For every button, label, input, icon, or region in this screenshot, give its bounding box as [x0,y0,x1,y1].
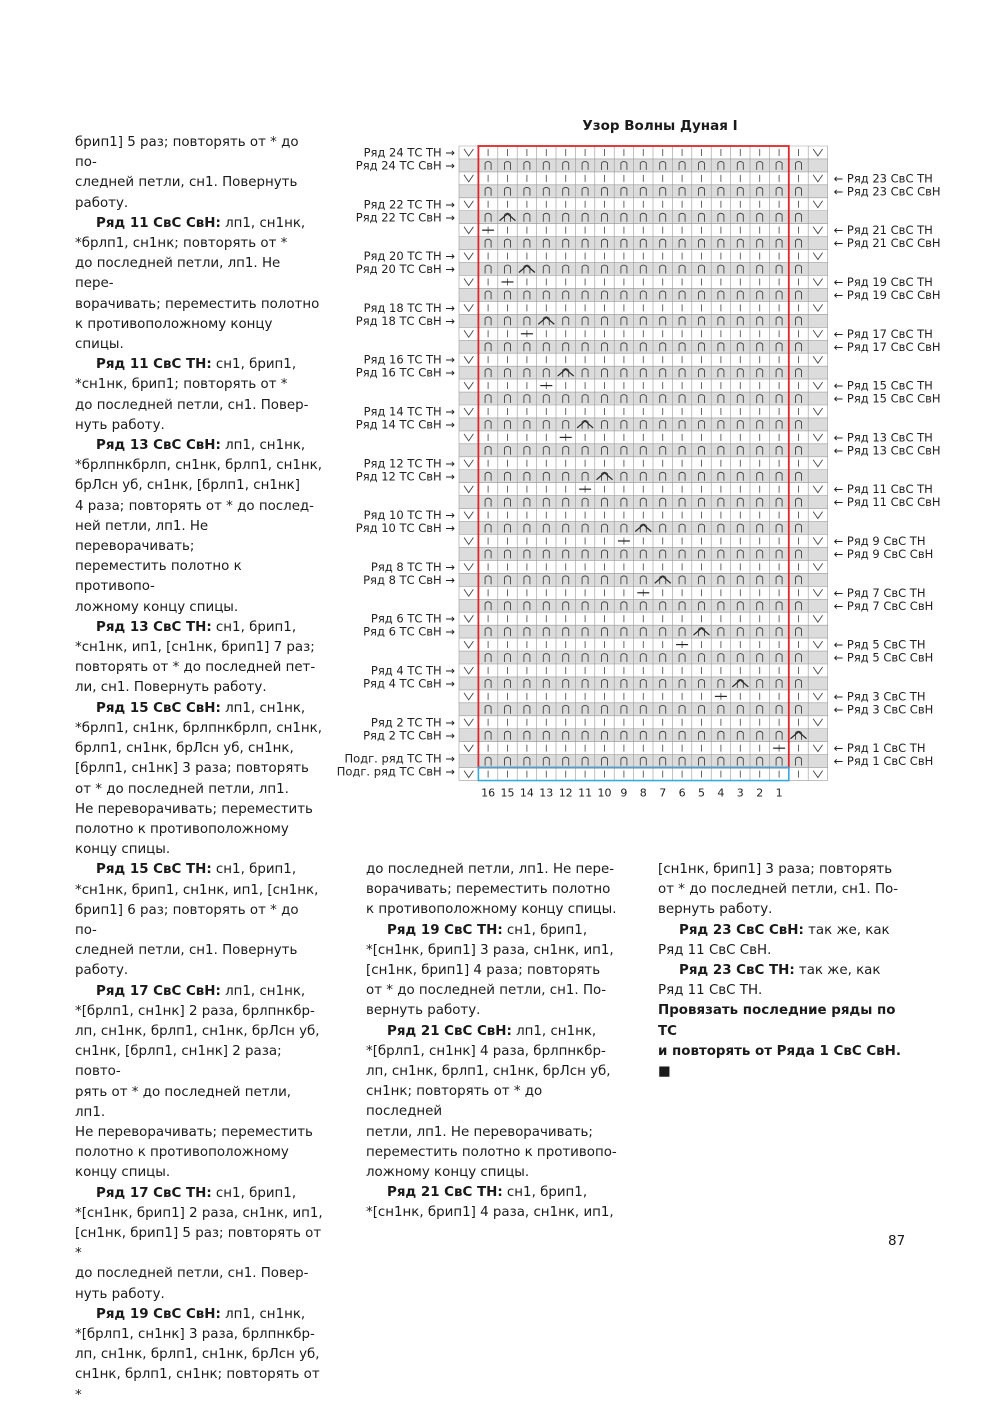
text-line [75,517,323,557]
line-text: концу спицы. [75,1165,171,1181]
line-text: брЛсн уб, сн1нк, [брлп1, сн1нк] [75,478,300,494]
row-label-left: Ряд 2 ТС ТН → [370,715,455,730]
text-line [366,921,618,941]
line-text: ложному концу спицы. [75,599,239,615]
line-text: от * до последней петли, сн1. По- [366,983,607,999]
text-line [366,1203,618,1223]
text-line [366,900,618,920]
line-text: *[брлп1, сн1нк] 4 раза, брлпнкбр- [366,1043,606,1059]
text-line [75,901,323,941]
row-heading: Ряд 21 СвС ТН: [387,1185,503,1201]
row-label-left: Ряд 18 ТС СвН → [355,313,455,328]
text-line [75,1365,323,1405]
text-line [366,880,618,900]
text-column-left [75,133,323,1406]
row-label-right: ← Ряд 3 СвС СвН [833,702,934,717]
text-line [75,1022,323,1042]
row-label-right: ← Ряд 17 СвС ТН [833,326,933,341]
text-line [658,900,910,920]
line-text: лп1, сн1нк, [220,215,306,231]
text-line [75,315,323,355]
text-line [75,234,323,254]
line-text: сн1нк; повторять от * до последней [366,1084,543,1120]
row-label-right: ← Ряд 1 СвС СвН [833,754,934,769]
row-label-left: Ряд 22 ТС ТН → [363,197,455,212]
chart-row [459,288,828,301]
row-label-left: Ряд 20 ТС СвН → [355,262,455,277]
column-number: 2 [756,786,764,800]
row-label-right: ← Ряд 19 СвС ТН [833,275,933,289]
column-number: 16 [481,786,496,800]
text-line [658,860,910,880]
text-line [366,941,618,961]
text-line [658,1001,910,1041]
line-text: лп1, сн1нк, [220,1306,306,1322]
row-label-right: ← Ряд 13 СвС СвН [833,443,941,458]
chart-row [459,729,828,742]
line-text: [сн1нк, брип1] 5 раз; повторять от * [75,1225,322,1262]
column-number: 10 [597,786,612,800]
text-line [75,254,323,294]
line-text: ней петли, лп1. Не переворачивать; [75,518,209,555]
row-label-right: ← Ряд 3 СвС ТН [833,689,926,704]
row-label-right: ← Ряд 15 СвС ТН [833,378,933,393]
line-text: нуть работу. [75,417,165,433]
text-line [75,881,323,901]
chart-row [459,263,828,276]
text-line [75,658,323,678]
line-text: до последней петли, лп1. Не пере- [366,862,615,877]
row-label-right: ← Ряд 9 СвС СвН [833,546,934,561]
page-number: 87 [888,1233,906,1249]
line-text: *брлп1, сн1нк; повторять от * [75,236,288,252]
row-heading: Ряд 17 СвС ТН: [96,1185,212,1201]
row-heading: Ряд 23 СвС ТН: [679,963,795,979]
row-label-right: ← Ряд 7 СвС ТН [833,585,926,600]
chart-row [459,547,828,560]
line-text: так же, как [794,963,881,979]
line-text: лп, сн1нк, брлп1, сн1нк, брЛсн уб, [75,1023,320,1039]
row-heading: Ряд 21 СвС СвН: [387,1023,512,1039]
text-line [75,1345,323,1365]
row-label-left: Ряд 20 ТС ТН → [363,249,455,264]
chart-row [459,470,828,483]
line-text: к противоположному концу спицы. [75,316,273,353]
text-line [75,497,323,517]
row-label-right: ← Ряд 9 СвС ТН [833,534,926,548]
line-text: полотно к противоположному [75,821,289,837]
line-text: до последней петли, лп1. Не пере- [75,256,281,292]
column-number: 3 [736,786,744,800]
row-label-right: ← Ряд 21 СвС СвН [833,236,941,251]
chart-row [459,211,828,224]
row-heading: Ряд 17 СвС СвН: [96,983,221,999]
row-label-left: Подг. ряд ТС ТН → [344,751,455,766]
text-line [75,173,323,193]
row-label-right: ← Ряд 1 СвС ТН [833,741,926,756]
text-line [75,1204,323,1224]
text-line [366,1183,618,1203]
text-line [75,860,323,880]
text-line [366,1123,618,1143]
column-number: 5 [698,786,705,800]
chart-row [459,651,828,664]
line-text: работу. [75,195,129,211]
text-line [75,1083,323,1123]
text-line [75,1264,323,1284]
line-text: до последней петли, сн1. Повер- [75,1266,309,1282]
chart-row [459,625,828,638]
line-text: лп1, сн1нк, [220,438,306,454]
text-line [75,719,323,739]
line-text: сн1, брип1, [211,619,297,635]
chart-row [459,159,828,172]
line-text: брип1] 5 раз; повторять от * до по- [75,135,299,171]
row-label-left: Ряд 12 ТС ТН → [363,456,455,471]
text-line [75,598,323,618]
text-line [366,860,618,880]
line-text: Не переворачивать; переместить [75,801,313,817]
row-label-right: ← Ряд 23 СвС ТН [833,171,933,186]
row-label-left: Ряд 14 ТС ТН → [363,404,455,419]
text-line [366,1062,618,1082]
text-line [75,355,323,375]
row-label-right: ← Ряд 21 СвС ТН [833,223,933,238]
chart-row [459,237,828,250]
line-text: лп1, сн1нк, [220,700,306,716]
text-line [75,982,323,1002]
row-heading: Ряд 15 СвС ТН: [96,862,212,878]
chart-row [459,703,828,716]
line-text: до последней петли, сн1. Повер- [75,397,309,413]
text-line [658,981,910,1001]
line-text: *брлпнкбрлп, сн1нк, брлп1, сн1нк, [75,458,323,474]
text-line [75,961,323,981]
line-text: *[сн1нк, брип1] 3 раза, сн1нк, ип1, [366,942,614,958]
column-number: 13 [539,786,554,800]
text-line [366,1163,618,1183]
row-label-right: ← Ряд 7 СвС СвН [833,598,934,613]
row-label-left: Ряд 24 ТС СвН → [355,158,455,173]
line-text: *сн1нк, брип1, сн1нк, ип1, [сн1нк, [75,882,319,898]
text-line [75,699,323,719]
column-number: 8 [639,786,647,800]
text-line [75,840,323,860]
line-text: полотно к противоположному [75,1145,289,1161]
row-label-left: Ряд 22 ТС СвН → [355,210,455,225]
text-line [658,921,910,941]
line-text: Ряд 11 СвС ТН. [658,983,763,999]
row-label-left: Ряд 8 ТС СвН → [363,572,455,587]
line-text: от * до последней петли, сн1. По- [658,882,899,898]
chart-row [459,392,828,405]
row-label-left: Ряд 16 ТС СвН → [355,365,455,380]
text-line [75,456,323,476]
text-line [75,1163,323,1183]
line-text: сн1нк, брлп1, сн1нк; повторять от * [75,1367,320,1403]
text-line [366,1001,618,1021]
column-number: 14 [519,786,534,800]
text-line [75,476,323,496]
line-text: брип1] 6 раз; повторять от * до по- [75,902,299,938]
column-number: 6 [678,786,686,800]
column-number: 7 [659,786,667,800]
chart-row [459,444,828,457]
row-heading: Ряд 15 СвС СвН: [96,700,221,716]
chart-row [459,573,828,586]
line-text: *сн1нк, брип1; повторять от * [75,377,288,393]
row-heading: Ряд 23 СвС СвН: [679,922,804,938]
row-label-left: Ряд 6 ТС ТН → [370,611,455,626]
row-label-right: ← Ряд 11 СвС ТН [833,482,933,497]
text-line [75,618,323,638]
line-text: от * до последней петли, лп1. [75,781,289,797]
text-line [658,1042,910,1082]
text-line [75,375,323,395]
row-label-right: ← Ряд 23 СвС СвН [833,184,941,199]
line-text: [сн1нк, брип1] 4 раза; повторять [366,963,601,979]
text-line [75,396,323,416]
line-text: лп1, сн1нк, [511,1023,597,1039]
chart-row [459,366,828,379]
stitch-chart [330,140,970,820]
line-text: *[брлп1, сн1нк] 2 раза, брлпнкбр- [75,1003,315,1019]
text-line [75,678,323,698]
row-label-left: Ряд 16 ТС ТН → [363,352,455,367]
text-line [75,194,323,214]
line-text: ложному концу спицы. [366,1165,530,1181]
line-text: [сн1нк, брип1] 3 раза; повторять [658,862,893,877]
line-text: лп, сн1нк, брлп1, сн1нк, брЛсн уб, [75,1347,320,1363]
row-heading: Провязать последние ряды по ТС [658,1003,896,1039]
text-column-middle [366,860,618,1224]
chart-row [459,599,828,612]
row-heading: Ряд 11 СвС ТН: [96,357,212,373]
row-label-right: ← Ряд 11 СвС СвН [833,495,941,510]
text-line [366,1082,618,1122]
text-line [75,133,323,173]
text-line [75,638,323,658]
text-line [366,1022,618,1042]
chart-row [459,340,828,353]
text-line [75,557,323,597]
line-text: повторять от * до последней пет- [75,660,316,676]
text-line [658,961,910,981]
row-label-left: Ряд 8 ТС ТН → [370,559,455,574]
line-text: переместить полотно к противопо- [366,1144,617,1160]
column-number: 12 [558,786,573,800]
text-line [366,1143,618,1163]
line-text: Ряд 11 СвС СвН. [658,942,772,958]
line-text: лп1, сн1нк, [220,983,306,999]
row-label-left: Ряд 6 ТС СвН → [363,624,455,639]
line-text: [брлп1, сн1нк] 3 раза; повторять [75,761,309,777]
line-text: сн1, брип1, [502,922,588,938]
chart-row [459,185,828,198]
row-heading: Ряд 11 СвС СвН: [96,215,221,231]
line-text: вернуть работу. [366,1003,481,1019]
line-text: *[сн1нк, брип1] 4 раза, сн1нк, ип1, [366,1205,614,1221]
line-text: переместить полотно к противопо- [75,559,242,595]
column-number: 15 [500,786,515,800]
chart-row [459,314,828,327]
line-text: петли, лп1. Не переворачивать; [366,1124,593,1140]
chart-row [459,496,828,509]
line-text: следней петли, сн1. Повернуть [75,943,298,959]
column-number: 4 [717,786,725,800]
line-text: ли, сн1. Повернуть работу. [75,680,267,696]
row-label-left: Ряд 4 ТС СвН → [363,676,455,691]
line-text: работу. [75,963,129,979]
line-text: сн1, брип1, [211,1185,297,1201]
chart-row [459,677,828,690]
row-heading: Ряд 19 СвС СвН: [96,1306,221,1322]
text-line [75,1224,323,1264]
line-text: *[брлп1, сн1нк] 3 раза, брлпнкбр- [75,1326,315,1342]
row-label-left: Ряд 4 ТС ТН → [370,663,455,678]
text-line [366,961,618,981]
line-text: *сн1нк, ип1, [сн1нк, брип1] 7 раз; [75,640,315,656]
row-label-right: ← Ряд 5 СвС СвН [833,650,934,665]
line-text: рять от * до последней петли, лп1. [75,1084,292,1120]
text-line [366,981,618,1001]
text-line [75,820,323,840]
text-line [75,1143,323,1163]
text-line [658,941,910,961]
text-line [75,780,323,800]
column-number: 11 [578,786,593,800]
row-label-left: Подг. ряд ТС СвН → [336,764,455,779]
line-text: *брлп1, сн1нк, брлпнкбрлп, сн1нк, [75,720,323,736]
row-label-right: ← Ряд 17 СвС СвН [833,339,941,354]
row-label-right: ← Ряд 5 СвС ТН [833,637,926,652]
line-text: ворачивать; переместить полотно [366,882,611,898]
row-label-left: Ряд 10 ТС ТН → [363,508,455,523]
row-label-left: Ряд 24 ТС ТН → [363,145,455,160]
column-number: 9 [620,786,628,800]
row-heading: Ряд 19 СвС ТН: [387,922,503,938]
row-label-left: Ряд 18 ТС ТН → [363,300,455,315]
row-label-left: Ряд 10 ТС СвН → [355,521,455,536]
text-column-right [658,860,910,1082]
chart-row [459,522,828,535]
line-text: к противоположному концу спицы. [366,902,617,918]
row-heading: Ряд 13 СвС ТН: [96,619,212,635]
line-text: сн1, брип1, [211,357,297,373]
chart-row [459,755,828,768]
row-label-left: Ряд 14 ТС СвН → [355,417,455,432]
line-text: ворачивать; переместить полотно [75,296,320,312]
line-text: вернуть работу. [658,902,773,918]
text-line [75,1002,323,1022]
line-text: следней петли, сн1. Повернуть [75,175,298,191]
text-line [75,941,323,961]
row-heading: Ряд 13 СвС СвН: [96,438,221,454]
line-text: нуть работу. [75,1286,165,1302]
line-text: так же, как [803,922,890,938]
row-label-right: ← Ряд 13 СвС ТН [833,430,933,445]
line-text: сн1, брип1, [211,862,297,878]
text-line [75,739,323,759]
column-number: 1 [775,786,783,800]
text-line [75,1042,323,1082]
chart-title: Узор Волны Дуная I [582,118,738,134]
text-line [75,1184,323,1204]
text-line [658,880,910,900]
text-line [75,1123,323,1143]
row-heading: и повторять от Ряда 1 СвС СвН. ■ [658,1043,901,1080]
line-text: лп, сн1нк, брлп1, сн1нк, брЛсн уб, [366,1064,611,1080]
text-line [75,416,323,436]
row-label-left: Ряд 2 ТС СвН → [363,728,455,743]
row-label-right: ← Ряд 19 СвС СвН [833,287,941,302]
chart-row [459,418,828,431]
line-text: концу спицы. [75,842,171,858]
text-line [75,214,323,234]
line-text: сн1, брип1, [502,1185,588,1201]
row-label-left: Ряд 12 ТС СвН → [355,469,455,484]
line-text: Не переворачивать; переместить [75,1124,313,1140]
line-text: *[сн1нк, брип1] 2 раза, сн1нк, ип1, [75,1205,323,1221]
text-line [75,1305,323,1325]
line-text: брлп1, сн1нк, брЛсн уб, сн1нк, [75,741,294,757]
line-text: сн1нк, [брлп1, сн1нк] 2 раза; повто- [75,1044,282,1080]
text-line [75,1325,323,1345]
text-line [75,800,323,820]
text-line [75,295,323,315]
row-label-right: ← Ряд 15 СвС СвН [833,391,941,406]
text-line [75,759,323,779]
text-line [366,1042,618,1062]
text-line [75,436,323,456]
line-text: 4 раза; повторять от * до послед- [75,498,315,514]
